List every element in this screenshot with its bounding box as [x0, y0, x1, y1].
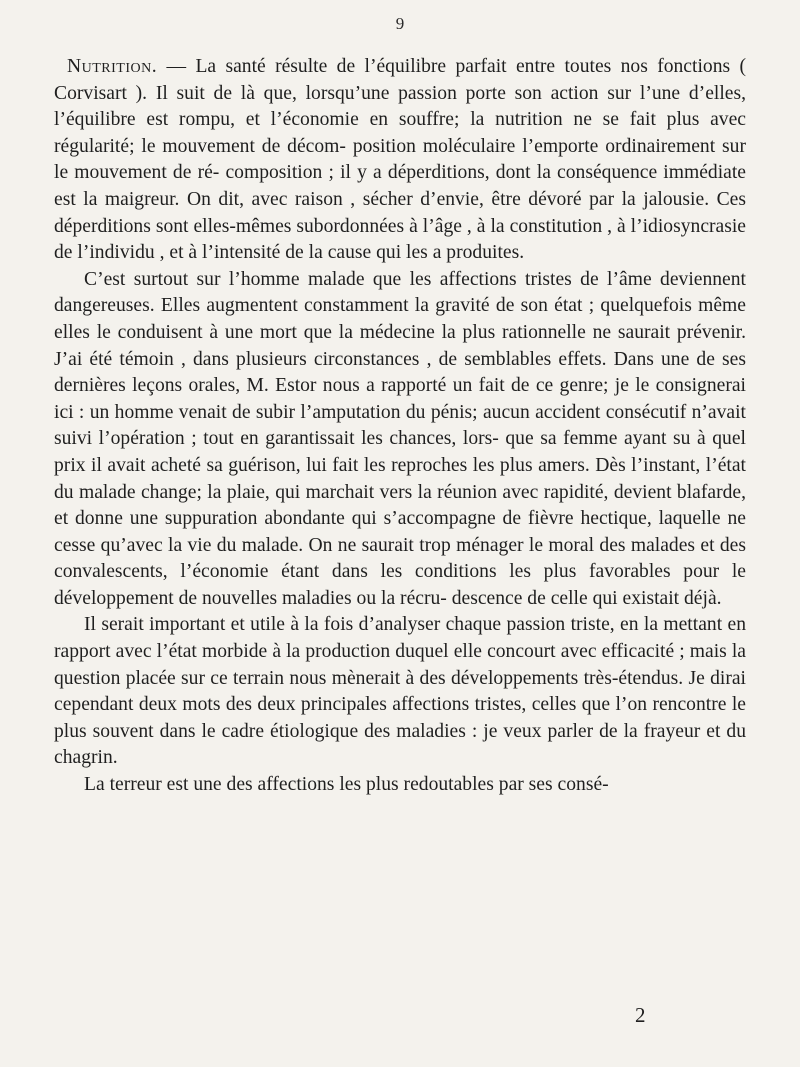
signature-mark: 2 [635, 1003, 646, 1027]
body-text [54, 54, 746, 799]
paragraph-malade: C’est surtout sur l’homme malade que les affections tristes de l’âme deviennent dangereuses. Elles augmentent constamment la gravité de son état ; quelquefois même elles le conduisent à une mort que la médecine la plus rationnelle ne saurait prévenir. J’ai été témoin , dans plusieurs circonstances , de semblables effets. Dans une de ses dernières leçons orales, M. Estor nous a rapporté un fait de ce genre; je le consignerai ici : un homme venait de subir l’amputation du pénis; aucun accident consécutif n’avait suivi l’opération ; tout en garantissait les chances, lors- que sa femme ayant su à quel prix il avait acheté sa guérison, lui fait les reproches les plus amers. Dès l’instant, l’état du malade change; la plaie, qui marchait vers la réunion avec rapidité, devient blafarde, et donne une suppuration abondante qui s’accompagne de fièvre hectique, laquelle ne cesse qu’avec la vie du malade. On ne saurait trop ménager le moral des malades et des convalescents, l’économie étant dans les conditions les plus favorables pour le développement de nouvelles maladies ou la récru- descence de celle qui existait déjà. [54, 268, 746, 609]
section-lead: Nutrition. [67, 56, 158, 77]
page-number: 9 [395, 14, 405, 33]
paragraph-nutrition [54, 54, 746, 267]
paragraph-terreur: La terreur est une des affections les plus redoutables par ses consé- [84, 774, 609, 796]
paragraph-text: — La santé résulte de l’équilibre parfait entre toutes nos fonctions ( Corvisart ). Il suit de là que, lorsqu’une passion porte son action sur l’une d’elles, l’équilibre est rompu, et l’économie en souffre; la nutrition ne se fait plus avec régularité; le mouvement de décom- position moléculaire l’emporte ordinairement sur le mouvement de ré- composition ; il y a déperditions, dont la conséquence immédiate est la maigreur. On dit, avec raison , sécher d’envie, être dévoré par la jalousie. Ces déperditions sont elles-mêmes subordonnées à l’âge , à la constitution , à l’idiosyncrasie de l’individu , et à l’intensité de la cause qui les a produites. [54, 56, 746, 264]
paragraph-passion-triste: Il serait important et utile à la fois d’analyser chaque passion triste, en la mettant en rapport avec l’état morbide à la production duquel elle concourt avec efficacité ; mais la question placée sur ce terrain nous mènerait à des développements très-étendus. Je dirai cependant deux mots des deux principales affections tristes, celles que l’on rencontre le plus souvent dans le cadre étiologique des maladies : je veux parler de la frayeur et du chagrin. [54, 614, 746, 769]
